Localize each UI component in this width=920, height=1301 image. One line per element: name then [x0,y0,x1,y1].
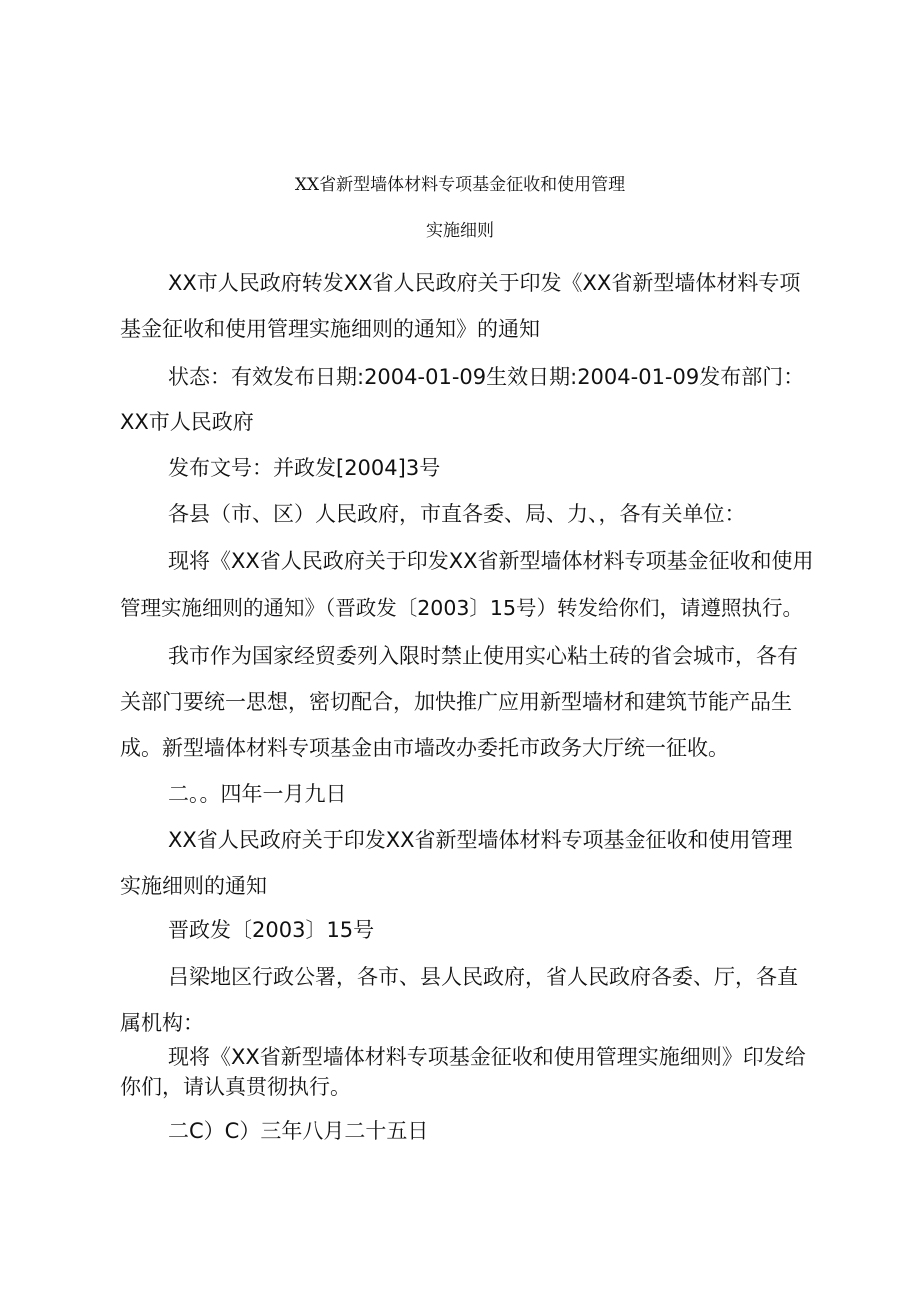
document-title-line-2: 实施细则 [426,221,494,241]
provincial-addressee-line-2: 属机构： [120,1011,204,1035]
status-line-1: 状态：有效发布日期:2004-01-09生效日期:2004-01-09发布部门： [168,365,805,389]
provincial-addressee-line-1: 吕梁地区行政公署，各市、县人民政府，省人民政府各委、厅，各直 [168,965,798,989]
paragraph-2-line-2: 关部门要统一思想，密切配合，加快推广应用新型墙材和建筑节能产品生 [120,690,792,714]
paragraph-3-line-2: 你们，请认真贯彻执行。 [120,1075,351,1099]
paragraph-1-line-2: 管理实施细则的通知》（晋政发〔2003〕15号）转发给你们，请遵照执行。 [120,596,804,620]
paragraph-2-line-1: 我市作为国家经贸委列入限时禁止使用实心粘土砖的省会城市，各有 [168,644,798,668]
provincial-notice-line-1: XX省人民政府关于印发XX省新型墙体材料专项基金征收和使用管理 [168,828,793,852]
notice-title-line-1: XX市人民政府转发XX省人民政府关于印发《XX省新型墙体材料专项 [168,271,801,295]
document-title-line-1: XX省新型墙体材料专项基金征收和使用管理 [294,175,626,195]
paragraph-1-line-1: 现将《XX省人民政府关于印发XX省新型墙体材料专项基金征收和使用 [168,549,814,573]
notice-title-line-2: 基金征收和使用管理实施细则的通知》的通知 [120,317,540,341]
paragraph-2-line-3: 成。新型墙体材料专项基金由市墙改办委托市政务大厅统一征收。 [120,736,729,760]
paragraph-3-line-1: 现将《XX省新型墙体材料专项基金征收和使用管理实施细则》印发给 [168,1045,806,1069]
addressee: 各县（市、区）人民政府，市直各委、局、力、，各有关单位： [168,502,746,526]
provincial-notice-line-2: 实施细则的通知 [120,874,267,898]
doc-number: 发布文号：并政发[2004]3号 [168,456,441,480]
date-1: 二。。四年一月九日 [168,782,347,806]
date-2: 二C）C）三年八月二十五日 [168,1119,429,1143]
provincial-doc-number: 晋政发〔2003〕15号 [168,918,375,942]
status-line-2: XX市人民政府 [120,410,254,434]
